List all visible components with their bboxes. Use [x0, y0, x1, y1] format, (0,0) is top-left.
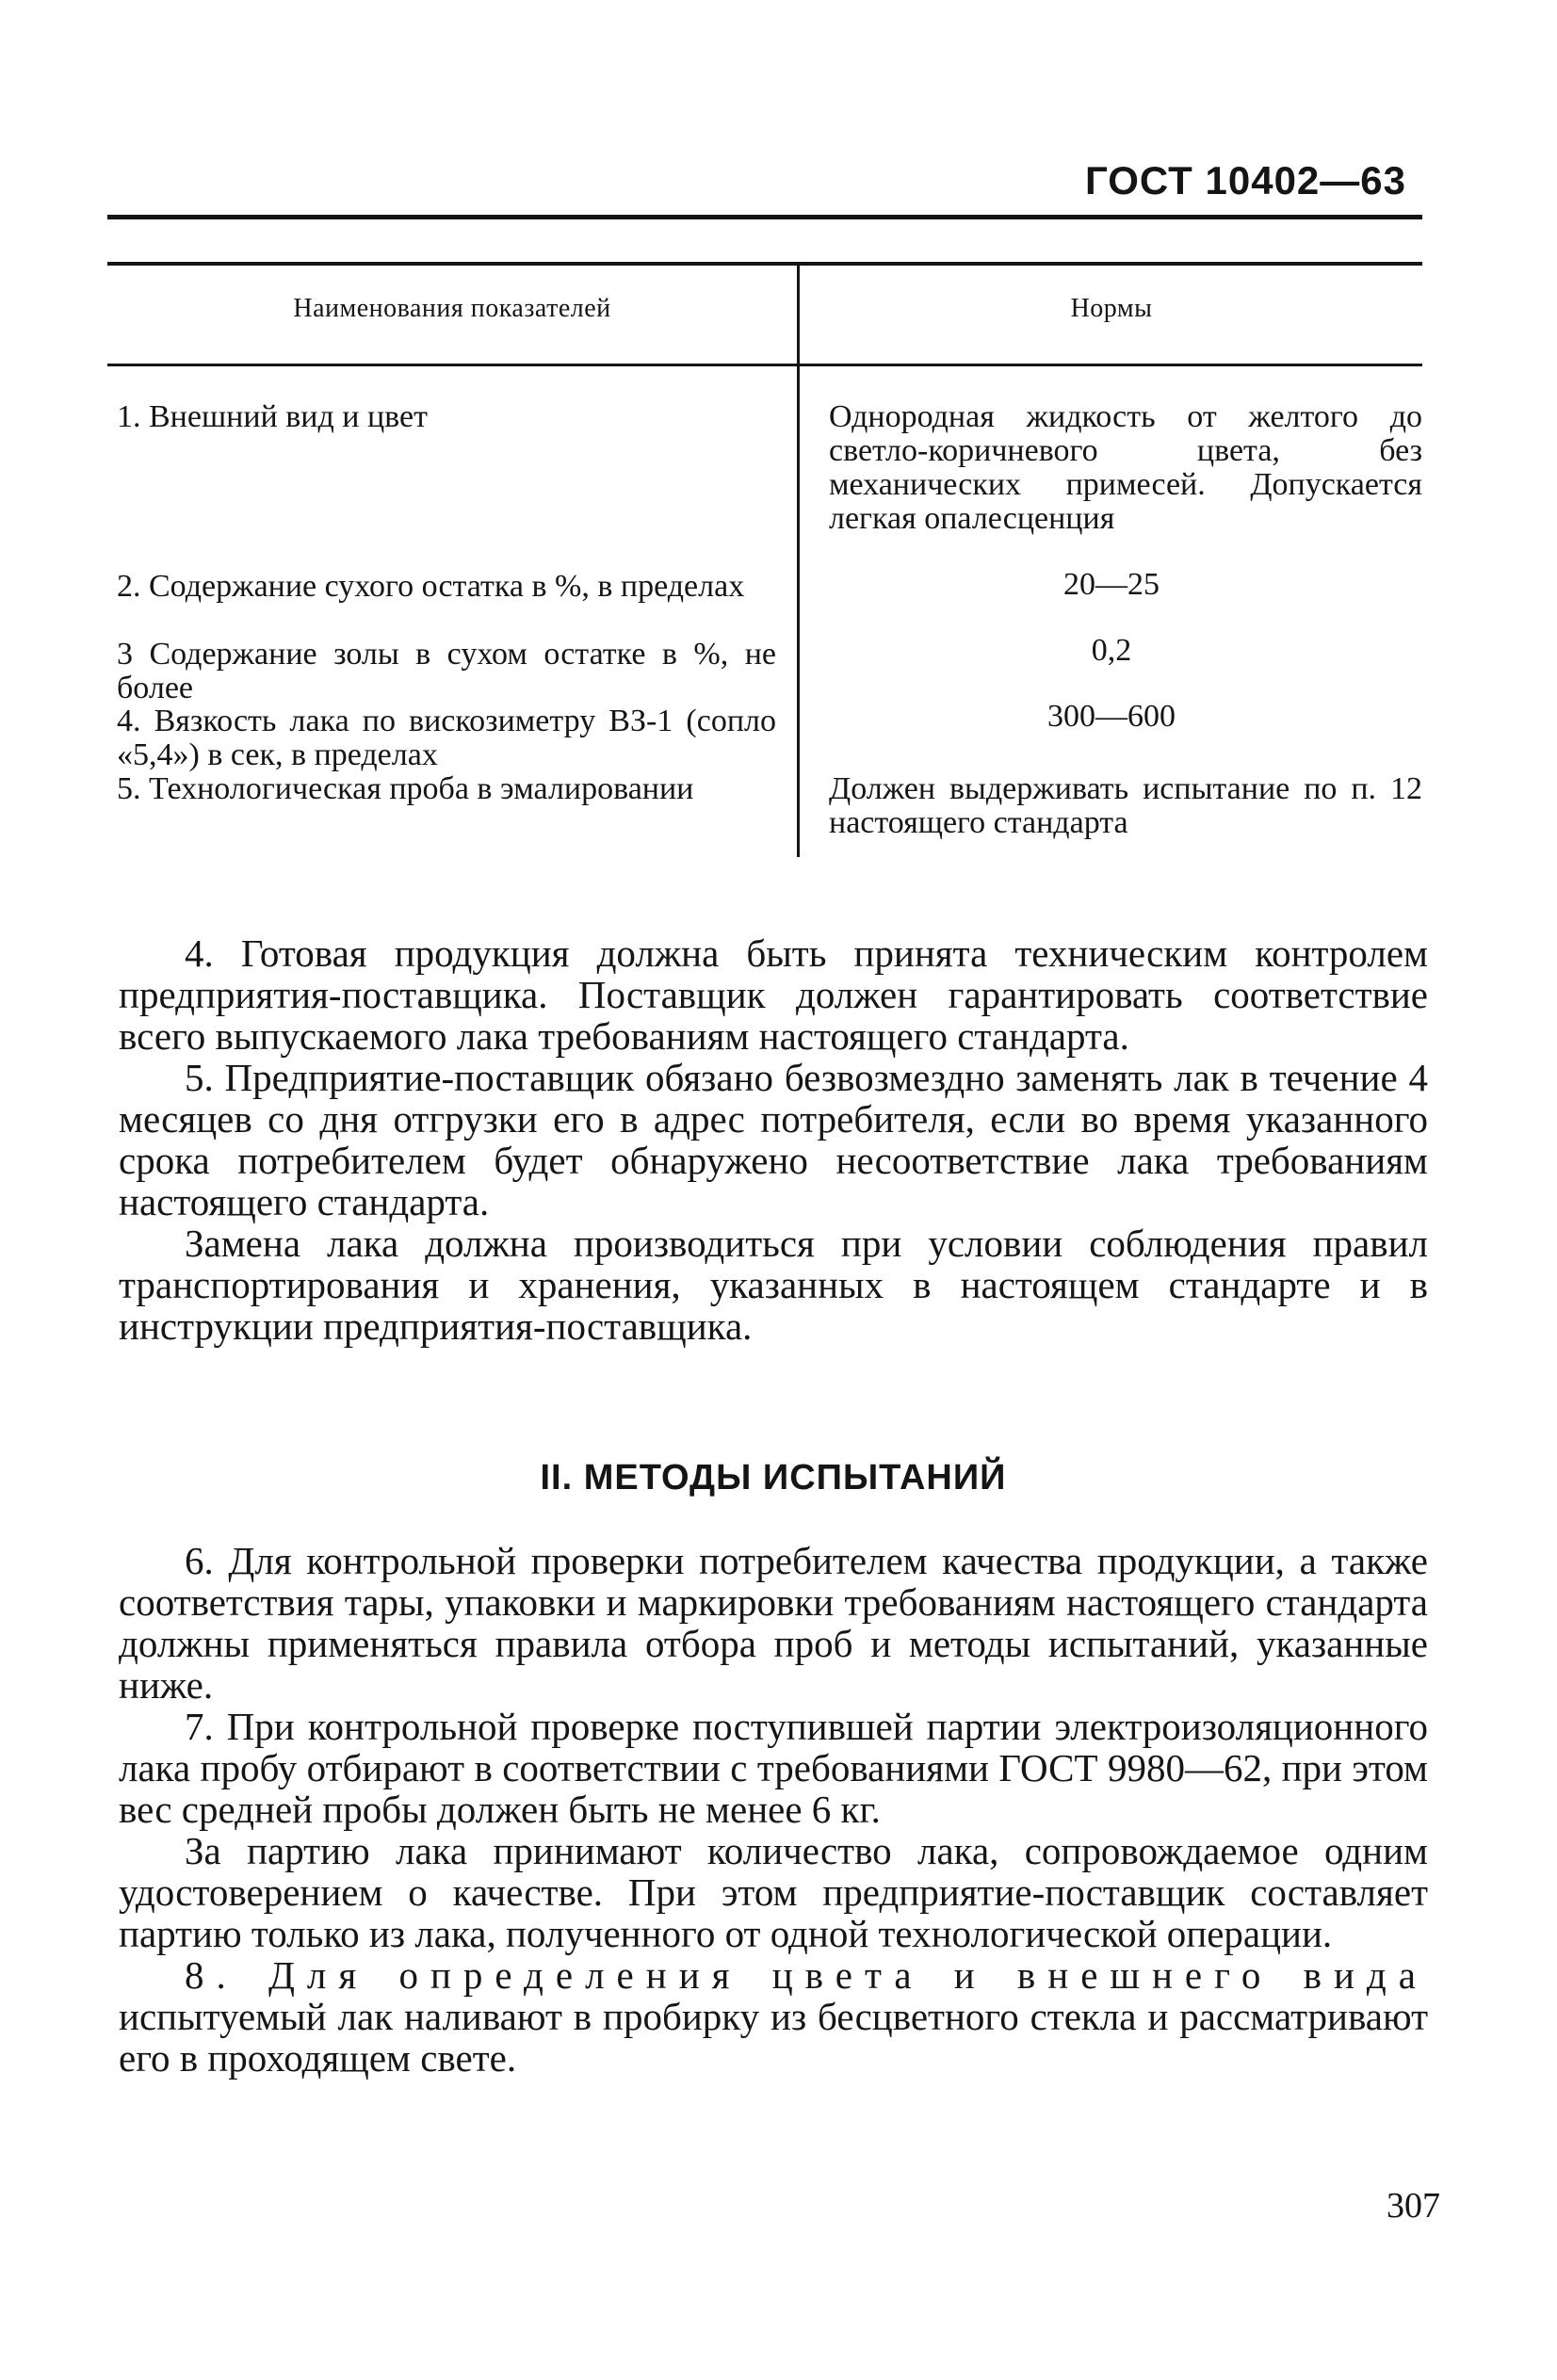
page-number: 307: [1387, 2186, 1440, 2226]
paragraph-6: 6. Для контрольной проверки потребителем качества продукции, а также соответствия тары, упаковки и маркировки требованиям настоящего стандарта должны применяться правила отбора проб и методы испытаний, указанные ниже.: [119, 1539, 1428, 1707]
paragraph-8: [119, 1954, 1428, 2079]
row-5-norm: Должен выдерживать испытание по п. 12 настоящего стандарта: [829, 771, 1422, 840]
methods-text: [119, 1540, 1428, 2079]
row-3-name: 3 Содержание золы в сухом остатке в %, не более: [117, 637, 776, 705]
row-1-norm: Однородная жидкость от желтого до светло-коричневого цвета, без механических примесей. Допускается легкая опалесценция: [829, 399, 1422, 536]
table-column-divider: [797, 264, 800, 857]
row-5-name: 5. Технологическая проба в эмалировании: [117, 771, 694, 806]
row-2-name: 2. Содержание сухого остатка в %, в пределах: [117, 569, 745, 604]
paragraph-8-spaced: 8. Для определения цвета и внешнего вида: [185, 1953, 1428, 1997]
row-1-name: 1. Внешний вид и цвет: [117, 399, 428, 434]
row-2-norm: 20—25: [1063, 567, 1160, 602]
header-rule: [107, 215, 1422, 219]
paragraph-replacement: Замена лака должна производиться при условии соблюдения правил транспортирования и хранения, указанных в настоящем стандарте и в инструкции предприятия-поставщика.: [119, 1222, 1428, 1348]
row-3-norm: 0,2: [1091, 633, 1132, 668]
paragraph-8-rest: испытуемый лак наливают в пробирку из бесцветного стекла и рассматривают его в проходящем свете.: [119, 1995, 1428, 2080]
table-header-rule: [107, 364, 1422, 366]
table-header-norms: Нормы: [1070, 294, 1153, 323]
table-top-rule: [107, 262, 1422, 266]
paragraph-batch: За партию лака принимают количество лака, сопровождаемое одним удостоверением о качестве. При этом предприятие-поставщик составляет партию только из лака, полученного от одной технологической операции.: [119, 1829, 1428, 1955]
acceptance-text: [119, 932, 1428, 1347]
section-heading: II. МЕТОДЫ ИСПЫТАНИЙ: [540, 1458, 1007, 1498]
row-4-name: 4. Вязкость лака по вискозиметру ВЗ-1 (сопло «5,4») в сек, в пределах: [117, 704, 776, 772]
paragraph-7: 7. При контрольной проверке поступившей партии электроизоляционного лака пробу отбирают в соответствии с требованиями ГОСТ 9980—62, при этом вес средней пробы должен быть не менее 6 кг.: [119, 1705, 1428, 1831]
paragraph-5: 5. Предприятие-поставщик обязано безвозмездно заменять лак в течение 4 месяцев со дня отгрузки его в адрес потребителя, если во время указанного срока потребителем будет обнаружено несоответствие лака требованиям настоящего стандарта.: [119, 1056, 1428, 1223]
row-4-norm: 300—600: [1047, 699, 1176, 734]
document-header: ГОСТ 10402—63: [1084, 158, 1406, 202]
table-header-names: Наименования показателей: [293, 294, 611, 323]
paragraph-4: 4. Готовая продукция должна быть принята техническим контролем предприятия-поставщика. Поставщик должен гарантировать соответствие всего выпускаемого лака требованиям настоящего стандарта.: [119, 931, 1428, 1058]
